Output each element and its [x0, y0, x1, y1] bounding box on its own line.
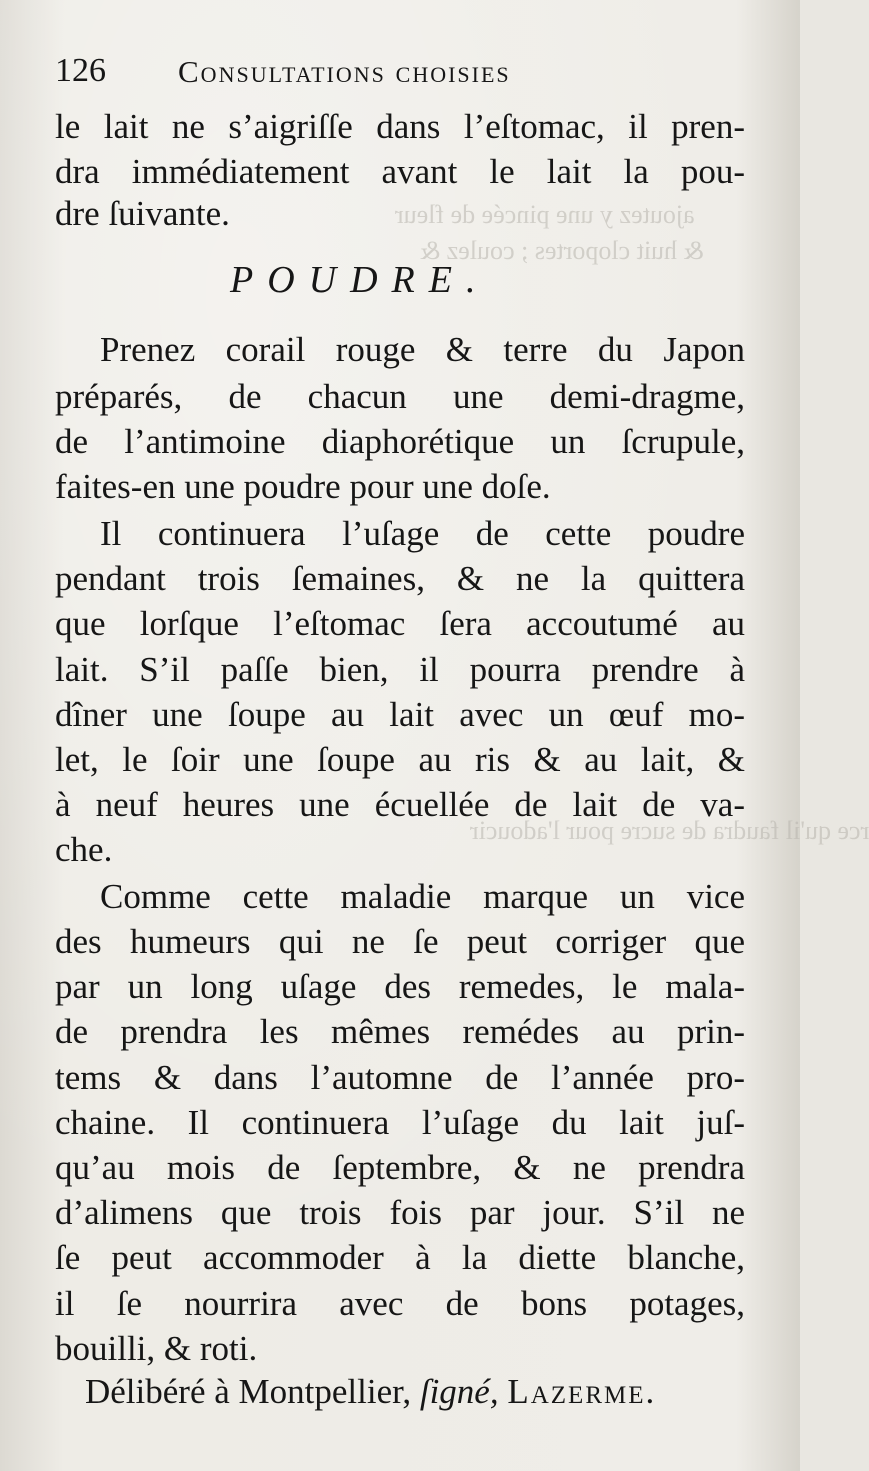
text-line: dîner une ſoupe au lait avec un œuf mo-	[55, 695, 745, 734]
bleed-through-text: rce qu'il faudra de sucre pour l'adoucir	[470, 816, 869, 845]
signature-name: Lazerme.	[507, 1372, 657, 1411]
text-line: préparés, de chacun une demi-dragme,	[55, 377, 745, 416]
signature-place: Délibéré à Montpellier,	[85, 1372, 412, 1411]
text-line: tems & dans l’automne de l’année pro-	[55, 1058, 745, 1097]
text-line: à neuf heures une écuellée de lait de va-	[55, 785, 745, 824]
text-line: qu’au mois de ſeptembre, & ne prendra	[55, 1148, 745, 1187]
text-line: faites-en une poudre pour une doſe.	[55, 467, 551, 506]
bleed-through-text: ajoutez y une pincée de fleur	[395, 200, 695, 229]
text-line: lait. S’il paſſe bien, il pourra prendre à	[55, 650, 745, 689]
page-header	[55, 52, 755, 94]
text-line: bouilli, & roti.	[55, 1329, 258, 1368]
running-head: Consultations choisies	[178, 54, 511, 89]
page-number: 126	[55, 52, 106, 89]
text-line: des humeurs qui ne ſe peut corriger que	[55, 922, 745, 961]
text-line: de prendra les mêmes remédes au prin-	[55, 1012, 745, 1051]
signature-signed: ſigné,	[419, 1372, 499, 1411]
paragraph-first-line: Prenez corail rouge & terre du Japon	[100, 330, 745, 369]
text-line: dre ſuivante.	[55, 194, 230, 233]
text-line: que lorſque l’eſtomac ſera accoutumé au	[55, 604, 745, 643]
text-line: d’alimens que trois fois par jour. S’il ne	[55, 1193, 745, 1232]
text-line: chaine. Il continuera l’uſage du lait juſ-	[55, 1103, 745, 1142]
text-line: pendant trois ſemaines, & ne la quittera	[55, 559, 745, 598]
text-line: il ſe nourrira avec de bons potages,	[55, 1284, 745, 1323]
paragraph-first-line: Il continuera l’uſage de cette poudre	[100, 514, 745, 553]
text-line: de l’antimoine diaphorétique un ſcrupule,	[55, 422, 745, 461]
text-line: let, le ſoir une ſoupe au ris & au lait, &	[55, 740, 745, 779]
text-line: che.	[55, 830, 113, 869]
signature-line	[85, 1370, 750, 1414]
text-line: par un long uſage des remedes, le mala-	[55, 967, 745, 1006]
text-line: dra immédiatement avant le lait la pou-	[55, 152, 745, 191]
bleed-through-text: & huit cloportes ; coulez &	[420, 236, 704, 265]
text-line: ſe peut accommoder à la diette blanche,	[55, 1238, 745, 1277]
text-line: le lait ne s’aigriſſe dans l’eſtomac, il pren-	[55, 107, 745, 146]
paragraph-first-line: Comme cette maladie marque un vice	[100, 877, 745, 916]
section-heading: POUDRE.	[230, 259, 490, 301]
